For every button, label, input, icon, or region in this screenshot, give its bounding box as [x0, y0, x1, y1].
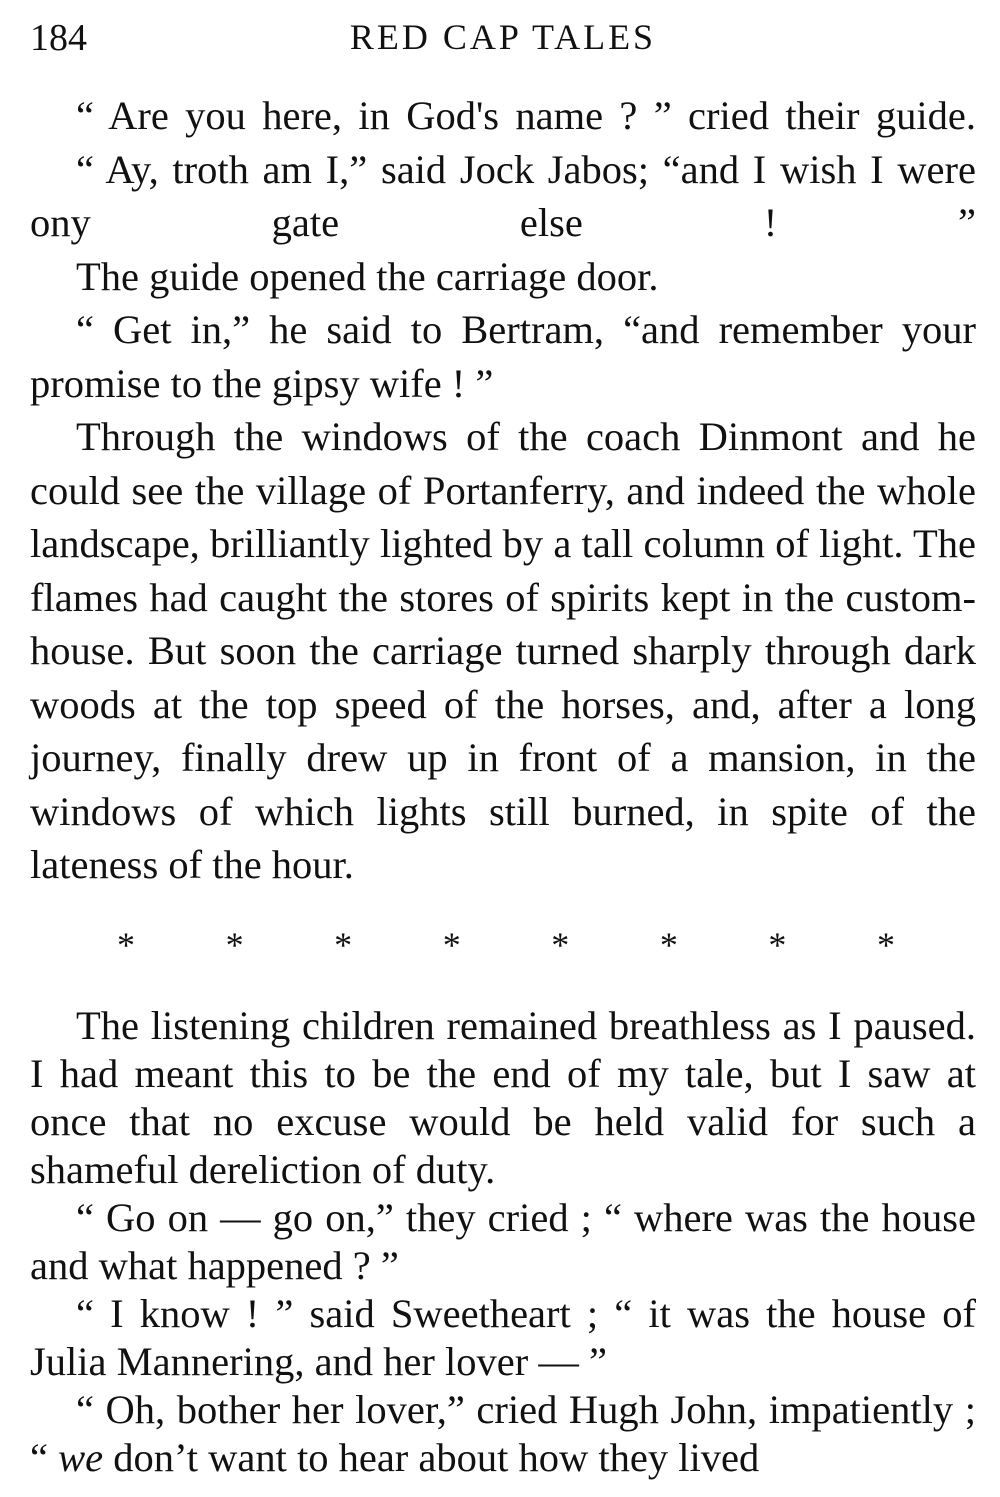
asterisk: * — [225, 925, 244, 965]
asterisk: * — [117, 925, 135, 965]
paragraph: Through the windows of the coach Dinmont and he could see the village of Portanferry, and indeed the whole landscape, brilliantly lighted by a tall column of light. The flames had caught the stores of spirits kept in the custom-house. But soon the carriage turned sharply through dark woods at the top speed of the horses, and, after a long journey, finally drew up in front of a mansion, in the windows of which lights still burned, in spite of the lateness of the hour. — [30, 414, 976, 887]
running-title: RED CAP TALES — [349, 17, 657, 57]
paragraph: The listening children remained breathless as I paused. I had meant this to be the end of my tale, but I saw at once that no excuse would be held valid for such a shameful dereliction of duty. — [30, 1003, 976, 1192]
asterisk: * — [334, 925, 353, 965]
text-block-bottom — [30, 1002, 976, 1482]
page-header — [30, 14, 976, 60]
asterisk: * — [442, 925, 461, 965]
asterisk: * — [768, 925, 787, 965]
paragraph: “ Go on — go on,” they cried ; “ where was the house and what happened ? ” — [30, 1195, 976, 1288]
asterisk: * — [551, 925, 570, 965]
paragraph: “ Are you here, in God's name ? ” cried their guide. — [76, 93, 976, 138]
section-break — [116, 924, 896, 974]
page-number: 184 — [30, 17, 87, 59]
asterisk: * — [876, 925, 895, 965]
paragraph: The guide opened the carriage door. — [76, 253, 659, 299]
text-block-top — [30, 89, 976, 892]
text-run: “ Oh, bother her lover,” cried Hugh John, impatiently ; “ — [30, 1387, 976, 1480]
paragraph: “ Ay, troth am I,” said Jock Jabos; “and I wish I were ony gate else ! ” — [30, 146, 976, 245]
text-run: don’t want to hear about how they lived — [103, 1435, 760, 1480]
paragraph-last — [30, 1386, 976, 1482]
emphasis-text: we — [58, 1435, 104, 1480]
paragraph: “ I know ! ” said Sweetheart ; “ it was the house of Julia Mannering, and her lover — ” — [30, 1291, 976, 1384]
asterisk: * — [659, 925, 678, 965]
paragraph: “ Get in,” he said to Bertram, “and remember your promise to the gipsy wife ! ” — [30, 307, 976, 406]
book-page — [30, 0, 976, 1497]
